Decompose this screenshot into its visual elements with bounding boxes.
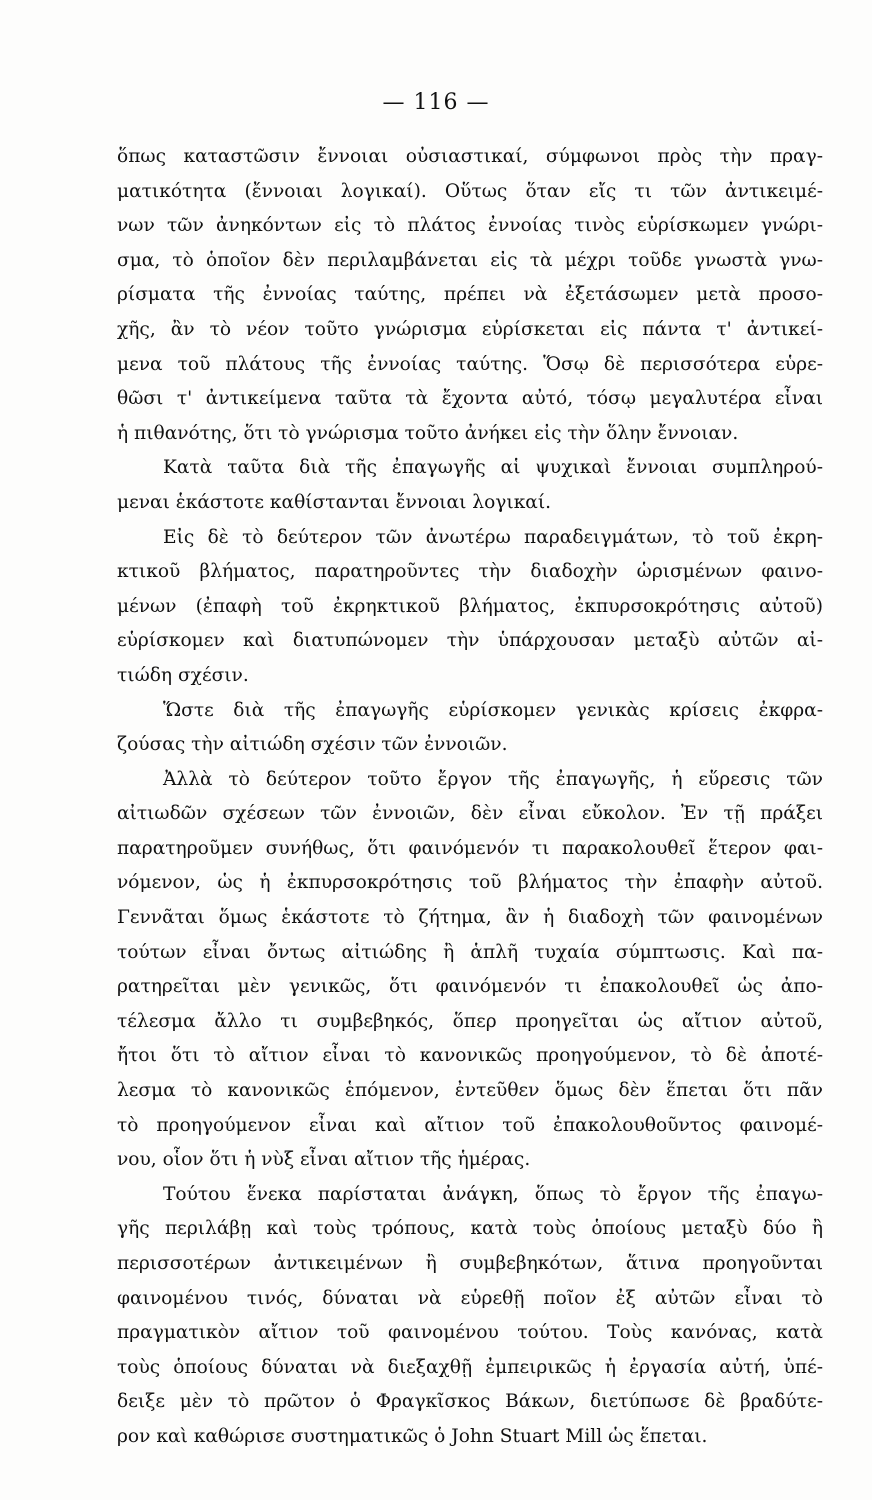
- text-line: Εἰς δὲ τὸ δεύτερον τῶν ἀνωτέρω παραδειγμάτων, τὸ τοῦ ἐκρη-: [163, 526, 823, 548]
- text-line: γῆς περιλάβῃ καὶ τοὺς τρόπους, κατὰ τοὺς ὁποίους μεταξὺ δύο ἢ: [117, 1218, 823, 1240]
- text-line: ματικότητα (ἔννοιαι λογικαί). Οὕτως ὅταν εἴς τι τῶν ἀντικειμέ-: [117, 180, 823, 202]
- text-line: Ἀλλὰ τὸ δεύτερον τοῦτο ἔργον τῆς ἐπαγωγῆς, ἡ εὕρεσις τῶν: [163, 768, 823, 790]
- text-line: ζούσας τὴν αἰτιώδη σχέσιν τῶν ἐννοιῶν.: [117, 734, 508, 756]
- text-line: λεσμα τὸ κανονικῶς ἑπόμενον, ἐντεῦθεν ὅμως δὲν ἕπεται ὅτι πᾶν: [117, 1080, 823, 1102]
- text-line: μενα τοῦ πλάτους τῆς ἐννοίας ταύτης. Ὅσῳ δὲ περισσότερα εὑρε-: [117, 353, 823, 375]
- text-line: δειξε μὲν τὸ πρῶτον ὁ Φραγκῖσκος Βάκων, διετύπωσε δὲ βραδύτε-: [117, 1391, 823, 1413]
- text-line: παρατηροῦμεν συνήθως, ὅτι φαινόμενόν τι παρακολουθεῖ ἕτερον φαι-: [117, 837, 823, 859]
- text-line: Κατὰ ταῦτα διὰ τῆς ἐπαγωγῆς αἱ ψυχικαὶ ἔννοιαι συμπληρού-: [163, 457, 823, 479]
- text-line: ρατηρεῖται μὲν γενικῶς, ὅτι φαινόμενόν τι ἐπακολουθεῖ ὡς ἀπο-: [117, 976, 823, 998]
- text-line: μεναι ἑκάστοτε καθίστανται ἔννοιαι λογικαί.: [117, 491, 552, 513]
- text-line: σμα, τὸ ὁποῖον δὲν περιλαμβάνεται εἰς τὰ μέχρι τοῦδε γνωστὰ γνω-: [117, 249, 823, 271]
- text-line: αἰτιωδῶν σχέσεων τῶν ἐννοιῶν, δὲν εἶναι εὔκολον. Ἐν τῇ πράξει: [117, 803, 823, 825]
- text-line: περισσοτέρων ἀντικειμένων ἢ συμβεβηκότων, ἅτινα προηγοῦνται: [117, 1253, 823, 1274]
- text-line: ὅπως καταστῶσιν ἔννοιαι οὐσιαστικαί, σύμφωνοι πρὸς τὴν πραγ-: [117, 146, 823, 167]
- text-line: Γεννᾶται ὅμως ἑκάστοτε τὸ ζήτημα, ἂν ἡ διαδοχὴ τῶν φαινομένων: [117, 907, 823, 929]
- text-line: ρον καὶ καθώρισε συστηματικῶς ὁ John Stuart Mill ὡς ἕπεται.: [117, 1425, 708, 1447]
- text-line: τιώδη σχέσιν.: [117, 664, 249, 686]
- text-line: Ὥστε διὰ τῆς ἐπαγωγῆς εὑρίσκομεν γενικὰς κρίσεις ἐκφρα-: [163, 699, 823, 721]
- text-line: τούτων εἶναι ὄντως αἰτιώδης ἢ ἁπλῆ τυχαία σύμπτωσις. Καὶ πα-: [117, 941, 823, 963]
- text-line: χῆς, ἂν τὸ νέον τοῦτο γνώρισμα εὑρίσκεται εἰς πάντα τ' ἀντικεί-: [117, 318, 823, 340]
- text-line: νων τῶν ἀνηκόντων εἰς τὸ πλάτος ἐννοίας τινὸς εὑρίσκωμεν γνώρι-: [117, 215, 823, 237]
- text-line: κτικοῦ βλήματος, παρατηροῦντες τὴν διαδοχὴν ὡρισμένων φαινο-: [117, 561, 823, 583]
- text-line: ἤτοι ὅτι τὸ αἴτιον εἶναι τὸ κανονικῶς προηγούμενον, τὸ δὲ ἀποτέ-: [117, 1045, 823, 1067]
- text-line: θῶσι τ' ἀντικείμενα ταῦτα τὰ ἔχοντα αὐτό, τόσῳ μεγαλυτέρα εἶναι: [117, 388, 823, 410]
- text-line: ρίσματα τῆς ἐννοίας ταύτης, πρέπει νὰ ἐξετάσωμεν μετὰ προσο-: [117, 284, 823, 306]
- body-text: [117, 140, 823, 1455]
- text-line: νου, οἷον ὅτι ἡ νὺξ εἶναι αἴτιον τῆς ἡμέρας.: [117, 1149, 531, 1171]
- text-line: φαινομένου τινός, δύναται νὰ εὑρεθῇ ποῖον ἐξ αὐτῶν εἶναι τὸ: [117, 1287, 823, 1309]
- text-line: τοὺς ὁποίους δύναται νὰ διεξαχθῇ ἐμπειρικῶς ἡ ἐργασία αὐτή, ὑπέ-: [117, 1356, 823, 1378]
- text-line: νόμενον, ὡς ἡ ἐκπυρσοκρότησις τοῦ βλήματος τὴν ἐπαφὴν αὐτοῦ.: [117, 872, 823, 894]
- text-line: τέλεσμα ἄλλο τι συμβεβηκός, ὅπερ προηγεῖται ὡς αἴτιον αὐτοῦ,: [117, 1010, 823, 1032]
- page-number: — 116 —: [382, 90, 490, 115]
- text-line: ἡ πιθανότης, ὅτι τὸ γνώρισμα τοῦτο ἀνήκει εἰς τὴν ὅλην ἔννοιαν.: [117, 422, 739, 444]
- text-line: μένων (ἐπαφὴ τοῦ ἐκρηκτικοῦ βλήματος, ἐκπυρσοκρότησις αὐτοῦ): [117, 595, 823, 617]
- text-line: τὸ προηγούμενον εἶναι καὶ αἴτιον τοῦ ἐπακολουθοῦντος φαινομέ-: [117, 1114, 823, 1136]
- text-line: πραγματικὸν αἴτιον τοῦ φαινομένου τούτου. Τοὺς κανόνας, κατὰ: [117, 1322, 823, 1344]
- text-line: Τούτου ἕνεκα παρίσταται ἀνάγκη, ὅπως τὸ ἔργον τῆς ἐπαγω-: [163, 1183, 823, 1205]
- text-line: εὑρίσκομεν καὶ διατυπώνομεν τὴν ὑπάρχουσαν μεταξὺ αὐτῶν αἰ-: [117, 630, 823, 652]
